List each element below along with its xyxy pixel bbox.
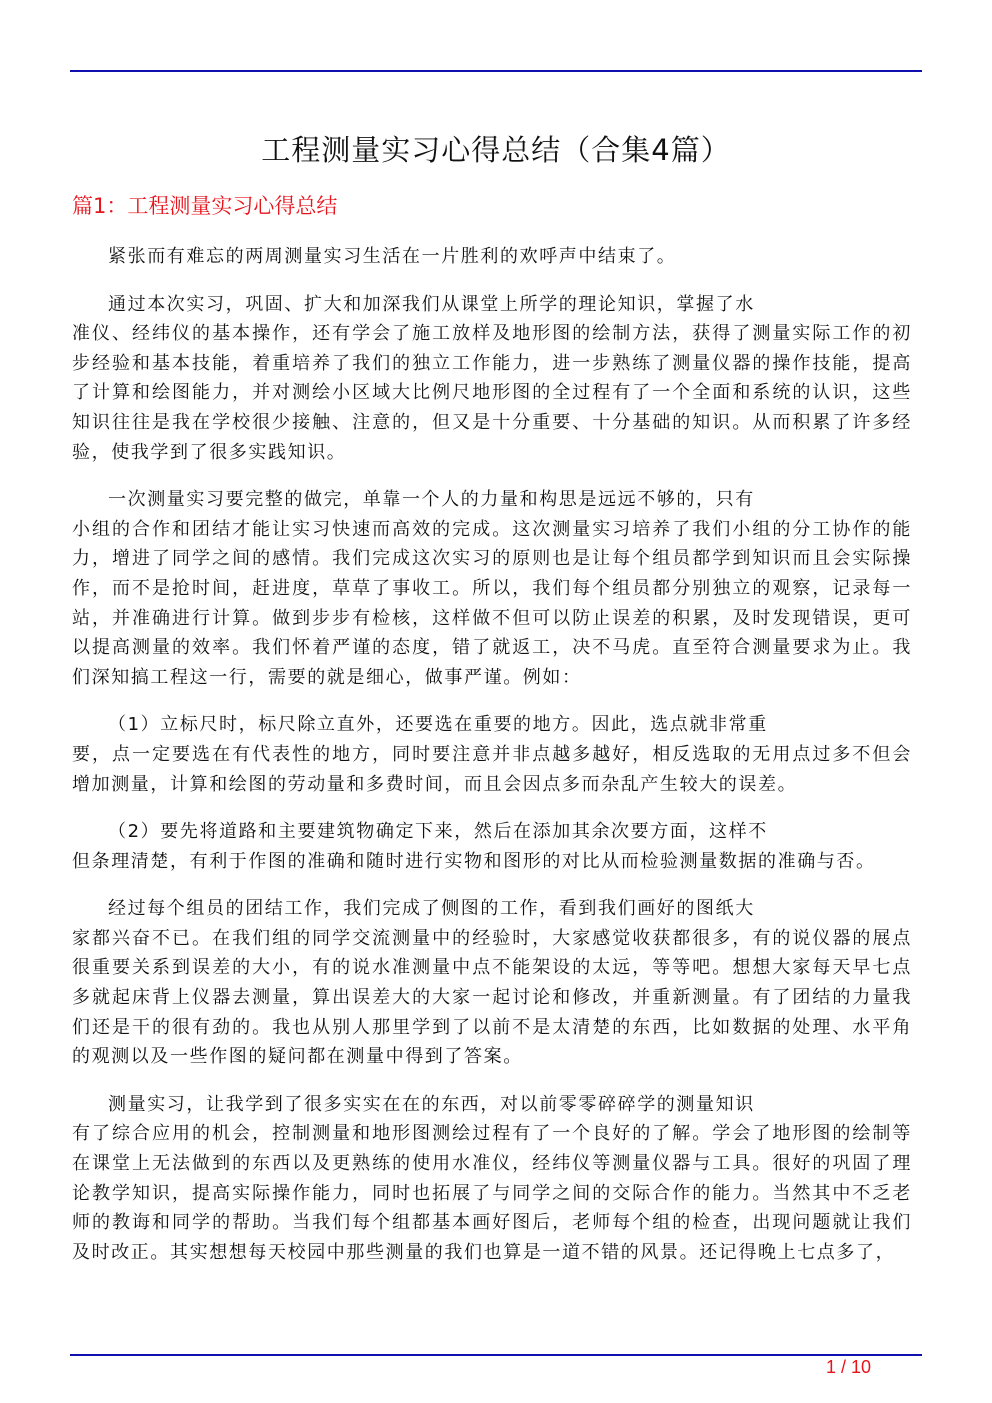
paragraph-text: 准仪、经纬仪的基本操作，还有学会了施工放样及地形图的绘制方法，获得了测量实际工作的初步经验和基本技能，着重培养了我们的独立工作能力，进一步熟练了测量仪器的操作技能，提高了计算和绘图能力，并对测绘小区域大比例尺地形图的全过程有了一个全面和系统的认识，这些知识往往是我在学校很少接触、注意的，但又是十分重要、十分基础的知识。从而积累了许多经验，使我学到了很多实践知识。 [72,323,912,463]
page-number: 1 / 10 [826,1357,872,1377]
footer-rule [70,1354,922,1356]
paragraph-first-line: 紧张而有难忘的两周测量实习生活在一片胜利的欢呼声中结束了。 [108,246,677,267]
paragraph-text: 要，点一定要选在有代表性的地方，同时要注意并非点越多越好，相反选取的无用点过多不但会增加测量，计算和绘图的劳动量和多费时间，而且会因点多而杂乱产生较大的误差。 [72,743,912,795]
paragraph [72,485,912,692]
paragraph-first-line: 一次测量实习要完整的做完，单靠一个人的力量和构思是远远不够的，只有 [108,489,755,511]
paragraph [72,290,912,468]
paragraph-first-line: （1）立标尺时，标尺除立直外，还要选在重要的地方。因此，选点就非常重 [108,714,768,736]
paragraph-first-line: 经过每个组员的团结工作，我们完成了侧图的工作，看到我们画好的图纸大 [108,898,755,920]
paragraph [72,242,912,272]
header-rule [70,70,922,72]
document-title: 工程测量实习心得总结（合集4篇） [261,133,731,167]
paragraph [72,894,912,1072]
paragraph-text: 家都兴奋不已。在我们组的同学交流测量中的经验时，大家感觉收获都很多，有的说仪器的展点很重要关系到误差的大小，有的说水准测量中点不能架设的太远，等等吧。想想大家每天早七点多就起床背上仪器去测量，算出误差大的大家一起讨论和修改，并重新测量。有了团结的力量我们还是干的很有劲的。我也从别人那里学到了以前不是太清楚的东西，比如数据的处理、水平角的观测以及一些作图的疑问都在测量中得到了答案。 [72,927,912,1068]
paragraph-first-line: 测量实习，让我学到了很多实实在在的东西，对以前零零碎碎学的测量知识 [108,1093,755,1115]
paragraph [72,710,912,799]
paragraph-text: 有了综合应用的机会，控制测量和地形图测绘过程有了一个良好的了解。学会了地形图的绘制等在课堂上无法做到的东西以及更熟练的使用水准仪，经纬仪等测量仪器与工具。很好的巩固了理论教学知识，提高实际操作能力，同时也拓展了与同学之间的交际合作的能力。当然其中不乏老师的教诲和同学的帮助。当我们每个组都基本画好图后，老师每个组的检查，出现问题就让我们及时改正。其实想想每天校园中那些测量的我们也算是一道不错的风景。还记得晚上七点多了， [72,1123,912,1263]
paragraph-first-line: （2）要先将道路和主要建筑物确定下来，然后在添加其余次要方面，这样不 [108,821,768,843]
paragraph [72,1090,912,1268]
document-body [72,242,912,1285]
paragraph-first-line: 通过本次实习，巩固、扩大和加深我们从课堂上所学的理论知识，掌握了水 [108,293,755,315]
section-heading: 篇1：工程测量实习心得总结 [72,194,338,218]
paragraph [72,817,912,876]
paragraph-text: 小组的合作和团结才能让实习快速而高效的完成。这次测量实习培养了我们小组的分工协作的能力，增进了同学之间的感情。我们完成这次实习的原则也是让每个组员都学到知识而且会实际操作，而不是抢时间，赶进度，草草了事收工。所以，我们每个组员都分别独立的观察，记录每一站，并准确进行计算。做到步步有检核，这样做不但可以防止误差的积累，及时发现错误，更可以提高测量的效率。我们怀着严谨的态度，错了就返工，决不马虎。直至符合测量要求为止。我们深知搞工程这一行，需要的就是细心，做事严谨。例如： [72,518,912,688]
paragraph-text: 但条理清楚，有利于作图的准确和随时进行实物和图形的对比从而检验测量数据的准确与否。 [72,850,876,872]
